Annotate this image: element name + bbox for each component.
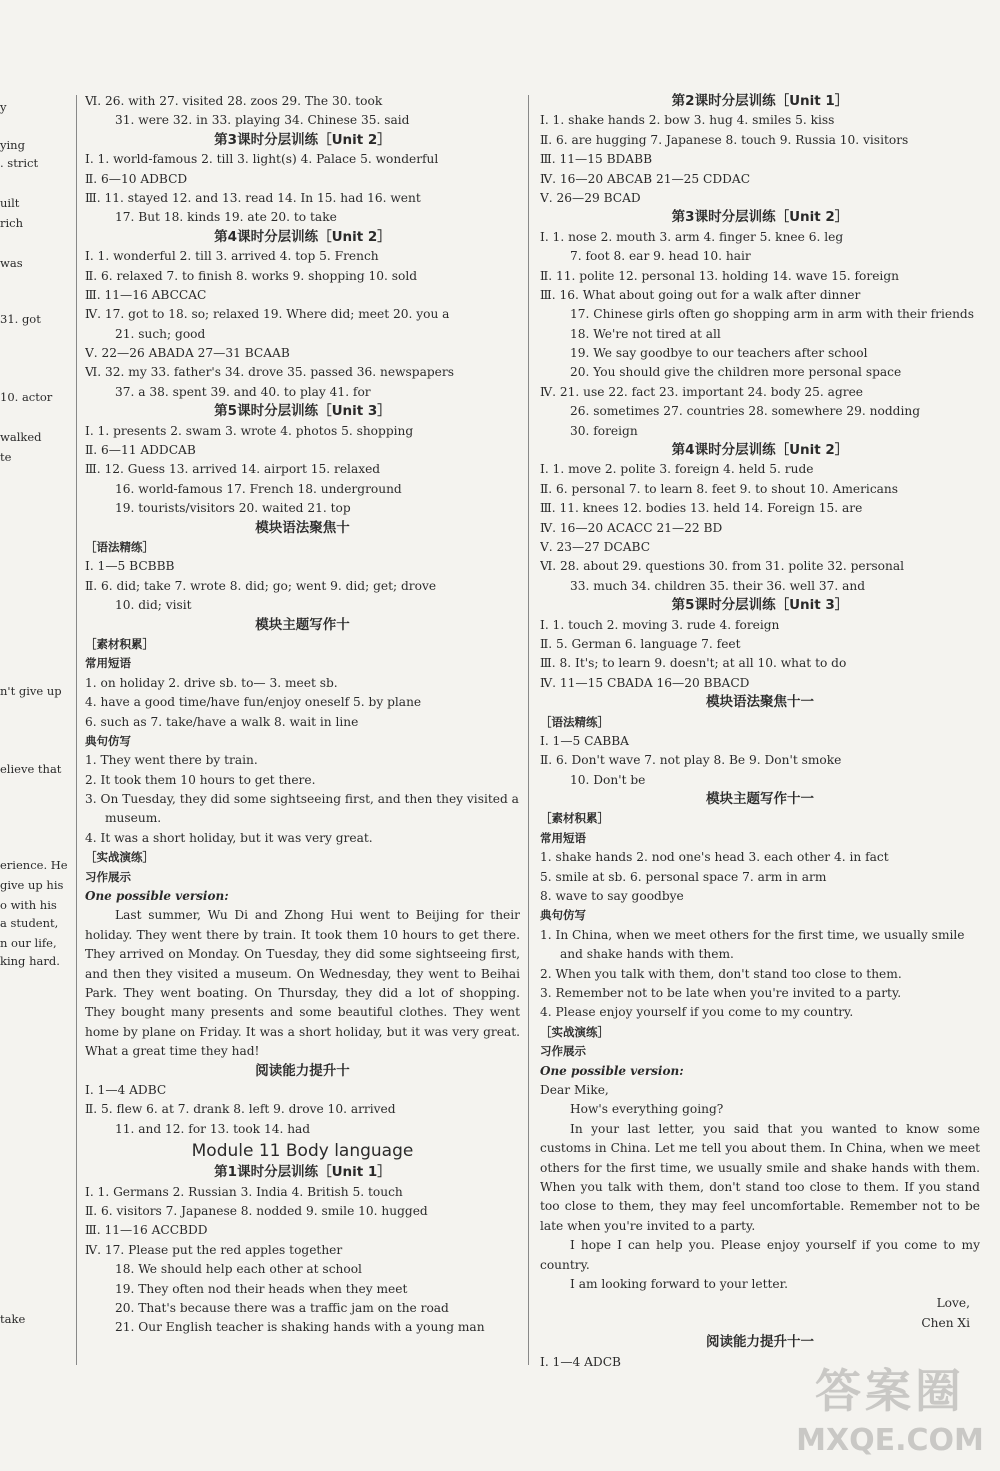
- answer-line: 26. sometimes 27. countries 28. somewhere 29. nodding: [570, 404, 921, 419]
- subsection-tag: ［语法精练］: [85, 539, 154, 554]
- section-heading: 模块语法聚焦十: [255, 519, 350, 536]
- answer-line: 6. such as 7. take/have a walk 8. wait in line: [85, 714, 359, 729]
- subsection-tag: 习作展示: [540, 1044, 586, 1059]
- subsection-tag: ［素材积累］: [85, 636, 154, 651]
- answer-line: Ⅴ. 23—27 DCABC: [540, 539, 651, 554]
- answer-line: and shake hands with them.: [560, 947, 734, 962]
- letter-paragraph: In your last letter, you said that you wanted to know some customs in China. Let me tell you about them. In China, when we meet others for the first time, we usually smile and shake hands with them. When you talk with them, don't stand too close to them. If you stand too close to them, they may feel uncomfortable. Remember not to be late when you're invited to a party.: [540, 1121, 980, 1233]
- answer-line: 11. and 12. for 13. took 14. had: [115, 1121, 311, 1136]
- answer-line: 20. That's because there was a traffic jam on the road: [115, 1300, 449, 1315]
- watermark-url: MXQE.COM: [796, 1423, 984, 1458]
- answer-line: Ⅲ. 11—16 ACCBDD: [85, 1223, 208, 1238]
- subsection-tag: ［素材积累］: [540, 811, 609, 826]
- cropped-text-fragment: take: [0, 1312, 26, 1326]
- cropped-text-fragment: walked: [0, 430, 42, 444]
- answer-line: Ⅱ. 6—10 ADBCD: [85, 171, 188, 186]
- cropped-text-fragment: te: [0, 450, 12, 464]
- answer-line: 3. Remember not to be late when you're invited to a party.: [540, 985, 902, 1000]
- cropped-text-fragment: give up his: [0, 878, 64, 892]
- answer-line: 31. were 32. in 33. playing 34. Chinese 35. said: [115, 113, 410, 128]
- cropped-text-fragment: erience. He: [0, 858, 68, 872]
- answer-line: Ⅱ. 6. did; take 7. wrote 8. did; go; went 9. did; get; drove: [85, 578, 437, 593]
- answer-line: 8. wave to say goodbye: [540, 889, 684, 904]
- answer-line: 7. foot 8. ear 9. head 10. hair: [570, 249, 751, 264]
- answer-line: Ⅱ. 6. relaxed 7. to finish 8. works 9. shopping 10. sold: [85, 268, 418, 283]
- letter-paragraph: How's everything going?: [570, 1102, 724, 1117]
- cropped-text-fragment: y: [0, 100, 7, 114]
- subsection-tag: 典句仿写: [540, 908, 586, 923]
- answer-line: Ⅲ. 11—16 ABCCAC: [85, 287, 207, 302]
- answer-line: 4. It was a short holiday, but it was very great.: [85, 830, 373, 845]
- answer-line: 21. such; good: [115, 326, 206, 341]
- answer-line: Ⅰ. 1. Germans 2. Russian 3. India 4. British 5. touch: [85, 1184, 403, 1199]
- cropped-text-fragment: king hard.: [0, 954, 60, 968]
- answer-line: 10. Don't be: [570, 772, 646, 787]
- answer-line: museum.: [105, 811, 162, 826]
- subsection-tag: 习作展示: [85, 869, 131, 884]
- section-heading: 第2课时分层训练［Unit 1］: [671, 93, 849, 109]
- one-possible-version: One possible version:: [540, 1063, 684, 1078]
- section-heading: 阅读能力提升十: [255, 1062, 350, 1079]
- answer-line: 21. Our English teacher is shaking hands with a young man: [115, 1320, 485, 1335]
- answer-line: Ⅰ. 1. presents 2. swam 3. wrote 4. photos 5. shopping: [85, 423, 414, 438]
- subsection-tag: 常用短语: [85, 656, 131, 671]
- answer-line: Ⅰ. 1—4 ADBC: [85, 1083, 167, 1098]
- answer-line: 18. We should help each other at school: [115, 1262, 362, 1277]
- answer-line: Ⅲ. 11. stayed 12. and 13. read 14. In 15. had 16. went: [85, 190, 421, 205]
- letter-greeting: Dear Mike,: [540, 1082, 609, 1097]
- answer-line: 5. smile at sb. 6. personal space 7. arm in arm: [540, 869, 827, 884]
- letter-paragraph: I am looking forward to your letter.: [570, 1276, 788, 1291]
- answer-line: 16. world-famous 17. French 18. underground: [115, 481, 402, 496]
- section-heading: 第1课时分层训练［Unit 1］: [214, 1164, 391, 1181]
- column-divider: [528, 95, 529, 1365]
- answer-line: 37. a 38. spent 39. and 40. to play 41. for: [115, 384, 371, 399]
- subsection-tag: ［实战演练］: [85, 850, 154, 865]
- answer-line: Ⅰ. 1. wonderful 2. till 3. arrived 4. top 5. French: [85, 249, 379, 264]
- cropped-text-fragment: . strict: [0, 156, 39, 170]
- cropped-text-fragment: uilt: [0, 196, 20, 210]
- cropped-text-fragment: was: [0, 256, 23, 270]
- answer-line: Ⅰ. 1—4 ADCB: [540, 1354, 621, 1369]
- subsection-tag: 常用短语: [540, 830, 586, 845]
- answer-line: Ⅰ. 1. nose 2. mouth 3. arm 4. finger 5. knee 6. leg: [540, 229, 844, 244]
- answer-line: 19. We say goodbye to our teachers after school: [570, 346, 868, 361]
- section-heading: 第5课时分层训练［Unit 3］: [671, 597, 849, 614]
- section-heading: 阅读能力提升十一: [706, 1334, 814, 1351]
- answer-line: Ⅰ. 1. shake hands 2. bow 3. hug 4. smiles 5. kiss: [540, 113, 835, 128]
- answer-line: Ⅲ. 8. It's; to learn 9. doesn't; at all 10. what to do: [540, 656, 847, 671]
- answer-line: Ⅰ. 1. move 2. polite 3. foreign 4. held 5. rude: [540, 462, 814, 477]
- answer-line: Ⅳ. 16—20 ACACC 21—22 BD: [540, 520, 723, 535]
- subsection-tag: ［语法精练］: [540, 714, 609, 729]
- answer-line: Ⅰ. 1—5 BCBBB: [85, 559, 175, 574]
- middle-column: [85, 92, 520, 1338]
- section-heading: 第4课时分层训练［Unit 2］: [671, 442, 849, 459]
- module-title: Module 11 Body language: [191, 1141, 414, 1162]
- answer-line: 1. on holiday 2. drive sb. to— 3. meet sb.: [85, 675, 338, 690]
- answer-line: Ⅳ. 17. Please put the red apples together: [85, 1242, 343, 1257]
- right-column: [540, 92, 980, 1372]
- answer-line: 10. did; visit: [115, 598, 192, 613]
- essay-paragraph: Last summer, Wu Di and Zhong Hui went to Beijing for their holiday. They went there by train. It took them 10 hours to get there. They arrived on Monday. On Tuesday, they did some sightseeing first, and then they visited a museum. On Wednesday, they went to Beihai Park. They went boating. On Thursday, they did a lot of shopping. They bought many presents and some beautiful clothes. They went home by plane on Friday. It was a short holiday, but it was very great. What a great time they had!: [85, 908, 520, 1059]
- answer-line: Ⅰ. 1. touch 2. moving 3. rude 4. foreign: [540, 617, 780, 632]
- answer-line: Ⅴ. 22—26 ABADA 27—31 BCAAB: [85, 346, 290, 361]
- cropped-text-fragment: ying: [0, 138, 25, 152]
- answer-line: 2. It took them 10 hours to get there.: [85, 772, 316, 787]
- answer-line: Ⅲ. 11—15 BDABB: [540, 152, 653, 167]
- answer-line: Ⅱ. 11. polite 12. personal 13. holding 14. wave 15. foreign: [540, 268, 899, 283]
- answer-line: 1. shake hands 2. nod one's head 3. each other 4. in fact: [540, 850, 889, 865]
- answer-line: 4. Please enjoy yourself if you come to my country.: [540, 1005, 854, 1020]
- answer-line: Ⅱ. 6. are hugging 7. Japanese 8. touch 9. Russia 10. visitors: [540, 132, 909, 147]
- answer-line: Ⅴ. 26—29 BCAD: [540, 190, 641, 205]
- answer-line: 1. They went there by train.: [85, 753, 258, 768]
- answer-line: Ⅲ. 16. What about going out for a walk after dinner: [540, 287, 861, 302]
- answer-line: 30. foreign: [570, 423, 638, 438]
- one-possible-version: One possible version:: [85, 889, 229, 904]
- section-heading: 模块主题写作十: [255, 616, 350, 633]
- answer-line: Ⅰ. 1—5 CABBA: [540, 733, 629, 748]
- watermark-logo: 答案圈: [815, 1364, 965, 1418]
- subsection-tag: 典句仿写: [85, 733, 131, 748]
- answer-line: 17. Chinese girls often go shopping arm in arm with their friends: [570, 307, 974, 322]
- letter-paragraph: I hope I can help you. Please enjoy yourself if you come to my country.: [540, 1238, 980, 1272]
- answer-line: Ⅱ. 6—11 ADDCAB: [85, 443, 196, 458]
- answer-line: Ⅳ. 21. use 22. fact 23. important 24. body 25. agree: [540, 384, 863, 399]
- section-heading: 模块主题写作十一: [706, 791, 814, 808]
- answer-line: 17. But 18. kinds 19. ate 20. to take: [115, 210, 337, 225]
- answer-line: 19. tourists/visitors 20. waited 21. top: [115, 501, 351, 516]
- cropped-text-fragment: elieve that: [0, 762, 62, 776]
- answer-line: 2. When you talk with them, don't stand too close to them.: [540, 966, 902, 981]
- cropped-text-fragment: rich: [0, 216, 24, 230]
- letter-closing: Love,: [936, 1296, 970, 1311]
- answer-line: Ⅱ. 6. Don't wave 7. not play 8. Be 9. Don't smoke: [540, 753, 842, 768]
- answer-line: 33. much 34. children 35. their 36. well 37. and: [570, 578, 866, 593]
- answer-line: Ⅱ. 6. visitors 7. Japanese 8. nodded 9. smile 10. hugged: [85, 1204, 428, 1218]
- answer-line: Ⅱ. 5. flew 6. at 7. drank 8. left 9. drove 10. arrived: [85, 1102, 396, 1117]
- section-heading: 模块语法聚焦十一: [706, 694, 814, 711]
- letter-signature: Chen Xi: [921, 1315, 970, 1330]
- cropped-text-fragment: n our life,: [0, 936, 57, 950]
- answer-line: 18. We're not tired at all: [570, 326, 721, 341]
- answer-line: Ⅳ. 11—15 CBADA 16—20 BBACD: [540, 675, 750, 690]
- answer-line: 19. They often nod their heads when they meet: [115, 1281, 408, 1296]
- answer-line: Ⅵ. 26. with 27. visited 28. zoos 29. The 30. took: [85, 94, 383, 108]
- section-heading: 第5课时分层训练［Unit 3］: [214, 403, 391, 420]
- answer-line: 1. In China, when we meet others for the first time, we usually smile: [540, 927, 965, 942]
- answer-line: Ⅱ. 6. personal 7. to learn 8. feet 9. to shout 10. Americans: [540, 481, 899, 496]
- answer-line: Ⅵ. 32. my 33. father's 34. drove 35. passed 36. newspapers: [85, 365, 454, 380]
- answer-line: Ⅲ. 11. knees 12. bodies 13. held 14. Foreign 15. are: [540, 501, 863, 516]
- answer-line: Ⅱ. 5. German 6. language 7. feet: [540, 636, 741, 651]
- answer-line: Ⅲ. 12. Guess 13. arrived 14. airport 15. relaxed: [85, 462, 381, 477]
- cropped-text-fragment: a student,: [0, 916, 59, 930]
- site-watermark: [790, 1361, 990, 1471]
- column-divider: [76, 95, 77, 1365]
- section-heading: 第3课时分层训练［Unit 2］: [671, 209, 849, 226]
- cropped-text-fragment: n't give up: [0, 684, 62, 698]
- answer-line: 3. On Tuesday, they did some sightseeing first, and then they visited a: [85, 792, 519, 807]
- answer-line: Ⅰ. 1. world-famous 2. till 3. light(s) 4. Palace 5. wonderful: [85, 152, 439, 167]
- section-heading: 第4课时分层训练［Unit 2］: [214, 228, 391, 245]
- answer-line: Ⅵ. 28. about 29. questions 30. from 31. polite 32. personal: [540, 559, 905, 574]
- answer-line: 4. have a good time/have fun/enjoy oneself 5. by plane: [85, 695, 422, 710]
- answer-line: Ⅳ. 17. got to 18. so; relaxed 19. Where did; meet 20. you a: [85, 307, 450, 322]
- answer-line: Ⅳ. 16—20 ABCAB 21—25 CDDAC: [540, 171, 751, 186]
- answer-line: 20. You should give the children more personal space: [570, 365, 902, 380]
- cropped-text-fragment: 10. actor: [0, 390, 53, 404]
- section-heading: 第3课时分层训练［Unit 2］: [214, 131, 391, 148]
- subsection-tag: ［实战演练］: [540, 1024, 609, 1039]
- cropped-text-fragment: 31. got: [0, 312, 41, 326]
- cropped-text-fragment: o with his: [0, 898, 57, 912]
